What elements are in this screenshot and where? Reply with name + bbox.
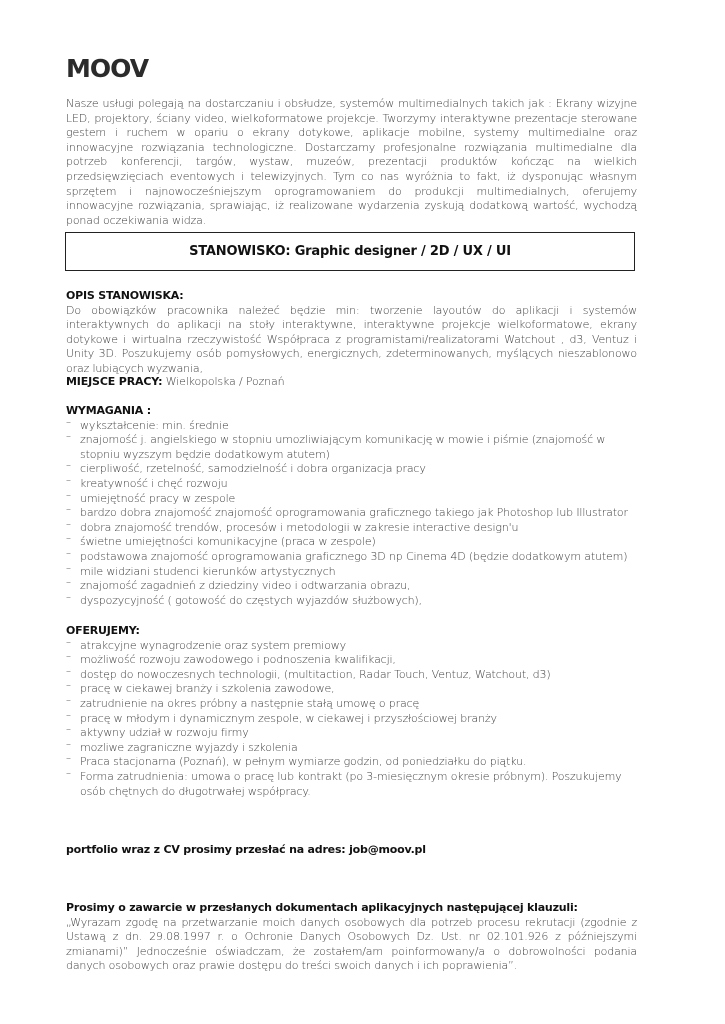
list-item: – zatrudnienie na okres próbny a następnie stałą umowę o pracę (66, 697, 637, 712)
requirements-list (66, 419, 637, 609)
list-item: – cierpliwość, rzetelność, samodzielność i dobra organizacja pracy (66, 462, 637, 477)
list-item: – znajomość j. angielskiego w stopniu umozliwiającym komunikację w mowie i piśmie (znajomość w stopniu wyzszym będzie dodatkowym atutem) (66, 433, 637, 462)
list-item: – dyspozycyjność ( gotowość do częstych wyjazdów służbowych), (66, 594, 637, 609)
list-item: – pracę w młodym i dynamicznym zespole, w ciekawej i przyszłościowej branży (66, 712, 637, 727)
company-intro: Nasze usługi polegają na dostarczaniu i obsłudze, systemów multimedialnych takich jak : Ekrany wizyjne LED, projektory, ściany video, wielkoformatowe projekcje. Tworzymy interaktywne prezentacje sterowane gestem i ruchem w opariu o ekrany dotykowe, aplikacje mobilne, systemy multimedialne oraz innowacyjne rozwiązania technologiczne. Dostarczamy profesjonalne rozwiązania multimedialne dla potrzeb konferencji, targów, wystaw, muzeów, prezentacji produktów kończąc na wielkich przedsięwzięciach eventowych i telewizyjnych. Tym co nas wyróżnia to fakt, iż dysponując własnym sprzętem i najnowocześniejszym oprogramowaniem do produkcji multimedialnych, oferujemy innowacyjne rozwiązania, sprawiając, iż realizowane wydarzenia zyskują dodatkową wartość, wychodzą ponad oczekiwania widza. (66, 97, 637, 227)
list-item: – bardzo dobra znajomość znajomość oprogramowania graficznego takiego jak Photoshop lub Illustrator (66, 506, 637, 521)
list-item: – Forma zatrudnienia: umowa o pracę lub kontrakt (po 3-miesięcznym okresie próbnym). Poszukujemy osób chętnych do długotrwałej współpracy. (66, 770, 637, 799)
list-item: – dobra znajomość trendów, procesów i metodologii w zakresie interactive design'u (66, 521, 637, 536)
list-item: – świetne umiejętności komunikacyjne (praca w zespole) (66, 535, 637, 550)
offer-heading: OFERUJEMY: (66, 624, 140, 637)
position-title: STANOWISKO: Graphic designer / 2D / UX / UI (189, 244, 511, 259)
offer-list (66, 639, 637, 800)
list-item: – kreatywność i chęć rozwoju (66, 477, 637, 492)
list-item: – możliwość rozwoju zawodowego i podnoszenia kwalifikacji, (66, 653, 637, 668)
clause-text: „Wyrazam zgodę na przetwarzanie moich danych osobowych dla potrzeb procesu rekrutacji (zgodnie z Ustawą z dn. 29.08.1997 r. o Ochronie Danych Osobowych Dz. Ust. nr 02.101.926 z późniejszymi zmianami)” Jednocześnie oświadczam, że zostałem/am poinformowany/a o dobrowolności podania danych osobowych oraz prawie dostępu do treści swoich danych i ich poprawienia”. (66, 915, 637, 973)
portfolio-instruction: portfolio wraz z CV prosimy przesłać na adres: job@moov.pl (66, 843, 426, 856)
list-item: – znajomość zagadnień z dziedziny video i odtwarzania obrazu, (66, 579, 637, 594)
description-section (66, 289, 637, 377)
clause-section (66, 901, 637, 974)
list-item: – mozliwe zagraniczne wyjazdy i szkolenia (66, 741, 637, 756)
description-heading: OPIS STANOWISKA: (66, 289, 184, 302)
location-line (66, 375, 637, 390)
offer-section (66, 624, 637, 799)
description-text: Do obowiązków pracownika należeć będzie min: tworzenie layoutów do aplikacji i systemów interaktywnych do aplikacji na stoły interaktywne, interaktywne projekcje wielkoformatowe, ekrany dotykowe i wirtualna rzeczywistość Współpraca z programistami/realizatorami Watchout , d3, Ventuz i Unity 3D. Poszukujemy osób pomysłowych, energicznych, zdeterminowanych, myślących nieszablonowo oraz lubiących wyzwania, (66, 303, 637, 375)
position-title-box (65, 232, 635, 271)
list-item: – aktywny udział w rozwoju firmy (66, 726, 637, 741)
company-logo: MOOV (66, 54, 149, 83)
list-item: – umiejętność pracy w zespole (66, 492, 637, 507)
list-item: – mile widziani studenci kierunków artystycznych (66, 565, 637, 580)
list-item: – pracę w ciekawej branży i szkolenia zawodowe, (66, 682, 637, 697)
list-item: – dostęp do nowoczesnych technologii, (multitaction, Radar Touch, Ventuz, Watchout, d3) (66, 668, 637, 683)
requirements-heading: WYMAGANIA : (66, 404, 151, 417)
requirements-section (66, 404, 637, 608)
list-item: – atrakcyjne wynagrodzenie oraz system premiowy (66, 639, 637, 654)
list-item: – podstawowa znajomość oprogramowania graficznego 3D np Cinema 4D (będzie dodatkowym atutem) (66, 550, 637, 565)
location-value: Wielkopolska / Poznań (162, 375, 285, 388)
list-item: – Praca stacjonarna (Poznań), w pełnym wymiarze godzin, od poniedziałku do piątku. (66, 755, 637, 770)
list-item: – wykształcenie: min. średnie (66, 419, 637, 434)
clause-heading: Prosimy o zawarcie w przesłanych dokumentach aplikacyjnych następującej klauzuli: (66, 901, 578, 914)
location-label: MIEJSCE PRACY: (66, 375, 163, 388)
